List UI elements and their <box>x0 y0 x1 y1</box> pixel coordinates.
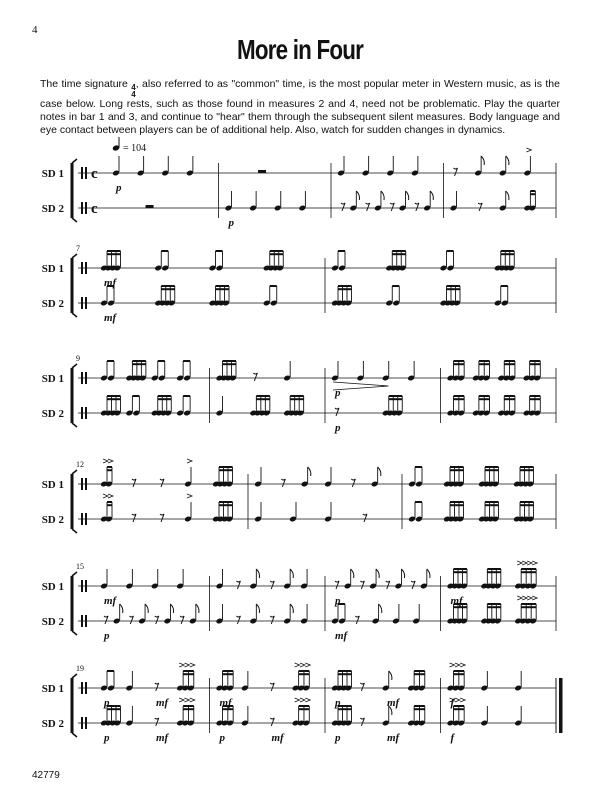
page-number: 4 <box>32 24 38 36</box>
eighth-rest <box>360 718 364 726</box>
bracket-top-hook <box>72 470 77 474</box>
accent-mark <box>455 698 460 702</box>
dynamic-marking: mf <box>335 630 348 642</box>
bracket-bottom-hook <box>72 631 77 635</box>
percussion-clef <box>81 580 83 592</box>
accent-mark <box>455 663 460 667</box>
bracket-bottom-hook <box>72 313 77 317</box>
dynamic-marking: mf <box>271 732 284 744</box>
dynamic-marking: mf <box>104 312 117 324</box>
catalog-number: 42779 <box>32 770 60 781</box>
eighth-rest <box>360 683 364 691</box>
note-flag <box>427 569 430 578</box>
eighth-rest <box>132 479 136 487</box>
accent-mark <box>300 698 305 702</box>
note-flag <box>256 604 259 613</box>
note-flag <box>196 604 199 613</box>
staff-label: SD 2 <box>41 616 64 628</box>
note-flag <box>290 604 293 613</box>
percussion-clef <box>81 407 83 419</box>
accent-mark <box>305 698 310 702</box>
note-flag <box>290 569 293 578</box>
intro-text-end: , also referred to as "common" time, is the most popular meter in Western music, as is the case below. Long rests, such as those found in measures 2 and 4, need not be problematic. Play the quarter notes in bar 1 and 3, and continue to "hear" them through the subsequent silent measures. Body language and eye contact between players can be of additional help. Also, watch for sudden changes in dynamics. <box>40 78 560 136</box>
accent-mark <box>517 596 522 600</box>
staff-label: SD 1 <box>41 263 64 275</box>
dynamic-marking: f <box>450 697 455 709</box>
system-5 <box>42 561 556 642</box>
eighth-rest <box>454 168 458 176</box>
accent-mark <box>517 561 522 565</box>
eighth-rest <box>386 581 390 589</box>
eighth-rest <box>155 616 159 624</box>
bracket-bottom-hook <box>72 423 77 427</box>
note-flag <box>308 467 311 476</box>
percussion-clef <box>85 407 87 419</box>
dynamic-marking: mf <box>155 732 169 744</box>
dynamic-marking: p <box>104 630 110 642</box>
eighth-rest <box>160 514 164 522</box>
accent-mark <box>450 663 455 667</box>
page-title: More in Four <box>236 34 364 65</box>
eighth-rest <box>355 616 359 624</box>
measure-number: 12 <box>76 460 84 469</box>
dynamic-marking: p <box>335 732 341 744</box>
percussion-clef <box>85 262 87 274</box>
dynamic-marking: p <box>228 217 234 229</box>
dynamic-marking: mf <box>386 697 400 709</box>
percussion-clef <box>85 580 87 592</box>
staff-label: SD 2 <box>41 203 64 215</box>
eighth-rest <box>351 479 355 487</box>
accent-mark <box>103 494 108 498</box>
accent-mark <box>295 663 300 667</box>
eighth-rest <box>335 408 339 416</box>
eighth-rest <box>281 479 285 487</box>
percussion-clef <box>85 167 87 179</box>
system-6 <box>42 663 563 744</box>
eighth-rest <box>270 581 274 589</box>
dynamic-marking: p <box>116 182 122 194</box>
eighth-rest <box>341 203 345 211</box>
intro-text-start: The time signature <box>40 78 132 90</box>
eighth-rest <box>155 683 159 691</box>
measure-number: 15 <box>76 562 84 571</box>
percussion-clef <box>81 513 83 525</box>
note-flag <box>506 191 509 200</box>
common-time-symbol: c <box>91 166 98 182</box>
whole-rest <box>258 170 266 173</box>
note-flag <box>256 569 259 578</box>
note-flag <box>351 569 354 578</box>
eighth-rest <box>160 479 164 487</box>
system-4 <box>42 459 556 533</box>
bracket-top-hook <box>72 159 77 163</box>
whole-rest <box>146 205 154 208</box>
percussion-clef <box>81 615 83 627</box>
note-flag <box>170 604 173 613</box>
eighth-rest <box>270 616 274 624</box>
staff-label: SD 2 <box>41 718 64 730</box>
tempo-marking: = 104 <box>123 143 147 154</box>
eighth-rest <box>129 616 133 624</box>
final-barline-thick <box>559 678 563 733</box>
percussion-clef <box>81 372 83 384</box>
percussion-clef <box>81 297 83 309</box>
note-flag <box>120 604 123 613</box>
time-signature-bottom: 4 <box>131 90 136 99</box>
percussion-clef <box>85 297 87 309</box>
note-flag <box>401 569 404 578</box>
system-1 <box>42 137 556 229</box>
eighth-rest <box>270 683 274 691</box>
measure-number: 9 <box>76 354 80 363</box>
percussion-clef <box>81 167 83 179</box>
dynamic-marking: mf <box>386 732 400 744</box>
accent-mark <box>187 459 192 463</box>
percussion-clef <box>81 262 83 274</box>
accent-mark <box>184 698 189 702</box>
dynamic-marking: p <box>219 732 225 744</box>
note-flag <box>406 191 409 200</box>
note-flag <box>376 569 379 578</box>
note-flag <box>506 156 509 165</box>
percussion-clef <box>81 478 83 490</box>
percussion-clef <box>81 202 83 214</box>
staff-label: SD 1 <box>41 479 64 491</box>
accent-mark <box>179 663 184 667</box>
dynamic-marking: p <box>104 732 110 744</box>
eighth-rest <box>478 203 482 211</box>
note-flag <box>356 191 359 200</box>
eighth-rest <box>155 718 159 726</box>
accent-mark <box>190 698 195 702</box>
dynamic-marking: p <box>335 697 341 709</box>
eighth-rest <box>180 616 184 624</box>
staff-label: SD 1 <box>41 683 64 695</box>
dynamic-marking: p <box>335 422 341 434</box>
percussion-clef <box>85 202 87 214</box>
accent-mark <box>187 494 192 498</box>
bracket-bottom-hook <box>72 733 77 737</box>
note-flag <box>145 604 148 613</box>
eighth-rest <box>132 514 136 522</box>
dynamic-marking: p <box>335 595 341 607</box>
dynamic-marking: mf <box>155 697 169 709</box>
accent-mark <box>460 663 465 667</box>
accent-mark <box>526 148 531 152</box>
eighth-rest <box>366 203 370 211</box>
eighth-rest <box>236 581 240 589</box>
accent-mark <box>103 459 108 463</box>
staff-label: SD 2 <box>41 298 64 310</box>
staff-label: SD 1 <box>41 581 64 593</box>
bracket-top-hook <box>72 674 77 678</box>
bracket-bottom-hook <box>72 218 77 222</box>
decrescendo-hairpin <box>333 382 389 390</box>
eighth-rest <box>363 514 367 522</box>
eighth-rest <box>335 581 339 589</box>
bracket-top-hook <box>72 572 77 576</box>
time-signature-top: 4 <box>131 83 136 92</box>
note-flag <box>378 467 381 476</box>
bracket-top-hook <box>72 364 77 368</box>
eighth-rest <box>415 203 419 211</box>
percussion-clef <box>81 682 83 694</box>
system-3 <box>42 354 556 434</box>
percussion-clef <box>85 717 87 729</box>
eighth-rest <box>236 616 240 624</box>
percussion-clef <box>85 615 87 627</box>
accent-mark <box>295 698 300 702</box>
eighth-rest <box>411 581 415 589</box>
measure-number: 19 <box>76 664 84 673</box>
dynamic-marking: p <box>104 697 110 709</box>
percussion-clef <box>81 717 83 729</box>
accent-mark <box>460 698 465 702</box>
staff-label: SD 2 <box>41 408 64 420</box>
eighth-rest <box>360 581 364 589</box>
dynamic-marking: mf <box>104 277 117 289</box>
percussion-clef <box>85 513 87 525</box>
staff-label: SD 1 <box>41 373 64 385</box>
dynamic-marking: mf <box>104 595 117 607</box>
note-flag <box>481 156 484 165</box>
accent-mark <box>300 663 305 667</box>
bracket-bottom-hook <box>72 529 77 533</box>
eighth-rest <box>253 373 257 381</box>
dynamic-marking: p <box>335 387 341 399</box>
eighth-rest <box>104 616 108 624</box>
dynamic-marking: mf <box>450 595 463 607</box>
note-flag <box>379 604 382 613</box>
accent-mark <box>190 663 195 667</box>
note-flag <box>430 191 433 200</box>
accent-mark <box>179 698 184 702</box>
measure-number: 7 <box>76 244 80 253</box>
note-flag <box>381 191 384 200</box>
percussion-clef <box>85 372 87 384</box>
dynamic-marking: f <box>450 732 455 744</box>
dynamic-marking: mf <box>219 697 232 709</box>
system-2 <box>42 244 556 324</box>
staff-label: SD 2 <box>41 514 64 526</box>
eighth-rest <box>390 203 394 211</box>
staff-label: SD 1 <box>41 168 64 180</box>
accent-mark <box>305 663 310 667</box>
percussion-clef <box>85 478 87 490</box>
note-flag <box>389 671 392 680</box>
accent-mark <box>184 663 189 667</box>
bracket-top-hook <box>72 254 77 258</box>
eighth-rest <box>270 718 274 726</box>
common-time-symbol: c <box>91 201 98 217</box>
percussion-clef <box>85 682 87 694</box>
